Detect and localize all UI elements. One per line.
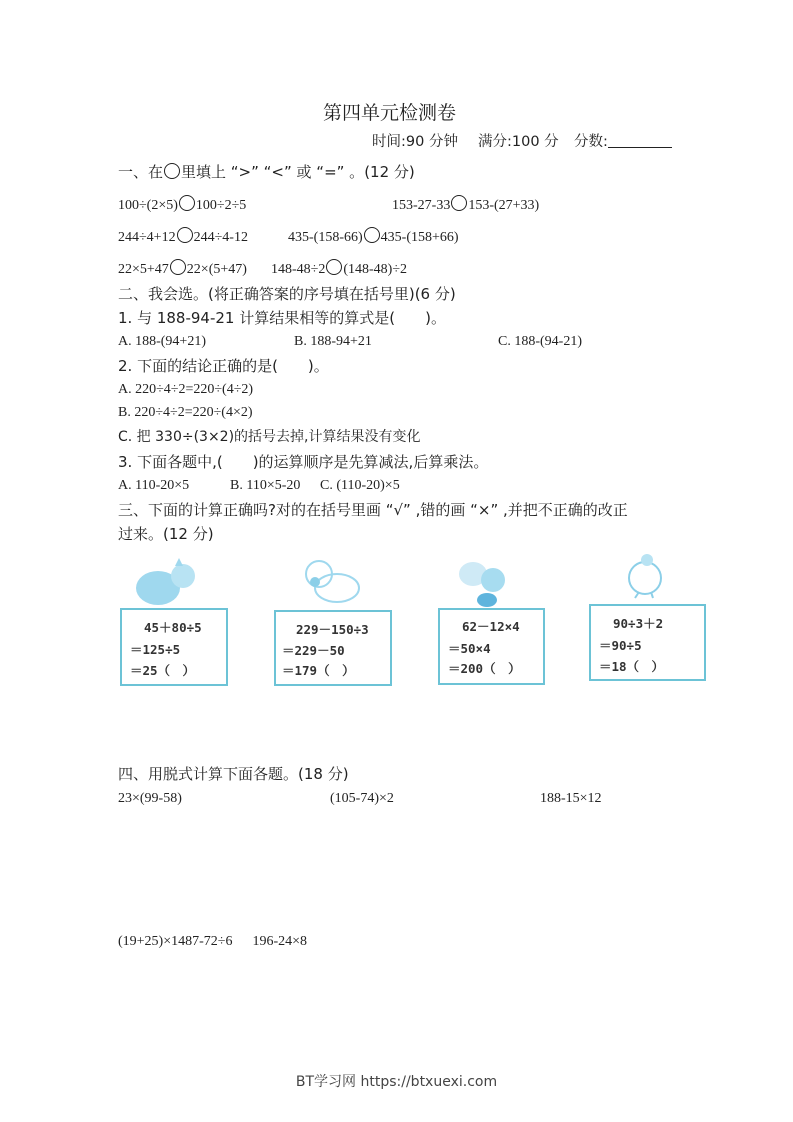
compare-item: 100÷(2×5) 100÷2÷5	[118, 195, 246, 215]
compare-circle[interactable]	[326, 259, 342, 275]
calc-line: 90÷3＋2	[613, 616, 664, 631]
calc-card	[589, 604, 706, 681]
calc-line: ＝229－50	[282, 643, 345, 658]
section-3-heading: 三、下面的计算正确吗?对的在括号里画 “√” ,错的画 “×” ,并把不正确的改正	[118, 501, 628, 519]
question-3: 3. 下面各题中,( )的运算顺序是先算减法,后算乘法。	[118, 453, 489, 471]
q2-option-c: C. 把 330÷(3×2)的括号去掉,计算结果没有变化	[118, 429, 421, 445]
full-score-label: 满分:100 分	[478, 134, 559, 150]
compare-item: 153-27-33 153-(27+33)	[392, 195, 539, 215]
q1-option-b: B. 188-94+21	[294, 334, 372, 349]
calc-line: ＝125÷5	[130, 642, 181, 657]
calc-problem: 188-15×12	[540, 791, 602, 806]
circle-icon	[164, 163, 180, 179]
calc-problem: (105-74)×2	[330, 791, 394, 806]
q3-option-b: B. 110×5-20	[230, 478, 301, 493]
chick-icon	[297, 552, 367, 608]
section-2-heading: 二、我会选。(将正确答案的序号填在括号里)(6 分)	[118, 285, 456, 303]
compare-item: 244÷4+12 244÷4-12	[118, 227, 248, 247]
hen-icon	[615, 548, 675, 604]
section-3-heading-cont: 过来。(12 分)	[118, 525, 214, 543]
bee-icon	[455, 556, 525, 608]
calc-answer[interactable]: ＝179（ ）	[282, 663, 355, 678]
score-blank[interactable]	[608, 133, 672, 148]
page-title: 第四单元检测卷	[323, 102, 457, 124]
calc-problem: 23×(99-58)	[118, 791, 182, 806]
calc-answer[interactable]: ＝200（ ）	[448, 661, 521, 676]
calc-line: 229－150÷3	[296, 622, 369, 637]
calc-line: 45＋80÷5	[144, 620, 202, 635]
heading-part: 里填上 “>” “<” 或 “=” 。(12 分)	[181, 163, 415, 181]
compare-circle[interactable]	[364, 227, 380, 243]
calc-line: 62－12×4	[462, 619, 520, 634]
calc-card	[274, 610, 392, 686]
footer-watermark: BT学习网 https://btxuexi.com	[295, 1074, 498, 1090]
compare-circle[interactable]	[451, 195, 467, 211]
q3-option-a: A. 110-20×5	[118, 478, 190, 493]
time-label: 时间:90 分钟	[372, 134, 458, 150]
compare-item: 148-48÷2 (148-48)÷2	[271, 259, 407, 279]
compare-item: 22×5+47 22×(5+47)	[118, 259, 247, 279]
calc-problem: (19+25)×1487-72÷6 196-24×8	[118, 934, 308, 949]
q3-option-c: C. (110-20)×5	[320, 478, 400, 493]
q2-option-a: A. 220÷4÷2=220÷(4÷2)	[118, 382, 254, 397]
calc-card	[438, 608, 545, 685]
compare-circle[interactable]	[170, 259, 186, 275]
compare-circle[interactable]	[177, 227, 193, 243]
q2-option-b: B. 220÷4÷2=220÷(4×2)	[118, 405, 253, 420]
compare-item: 435-(158-66) 435-(158+66)	[288, 227, 459, 247]
calc-answer[interactable]: ＝18（ ）	[599, 659, 665, 674]
q1-option-a: A. 188-(94+21)	[118, 334, 206, 349]
score-label: 分数:	[574, 134, 608, 150]
section-4-heading: 四、用脱式计算下面各题。(18 分)	[118, 765, 349, 783]
heading-part: 一、在	[118, 163, 164, 181]
question-1: 1. 与 188-94-21 计算结果相等的算式是( )。	[118, 309, 446, 327]
compare-circle[interactable]	[179, 195, 195, 211]
calc-answer[interactable]: ＝25（ ）	[130, 663, 196, 678]
calc-line: ＝90÷5	[599, 638, 642, 653]
squirrel-icon	[133, 558, 203, 608]
question-2: 2. 下面的结论正确的是( )。	[118, 357, 329, 375]
score-field	[574, 133, 672, 151]
section-1-heading	[118, 163, 415, 181]
q1-option-c: C. 188-(94-21)	[498, 334, 582, 349]
calc-line: ＝50×4	[448, 641, 491, 656]
calc-card	[120, 608, 228, 686]
